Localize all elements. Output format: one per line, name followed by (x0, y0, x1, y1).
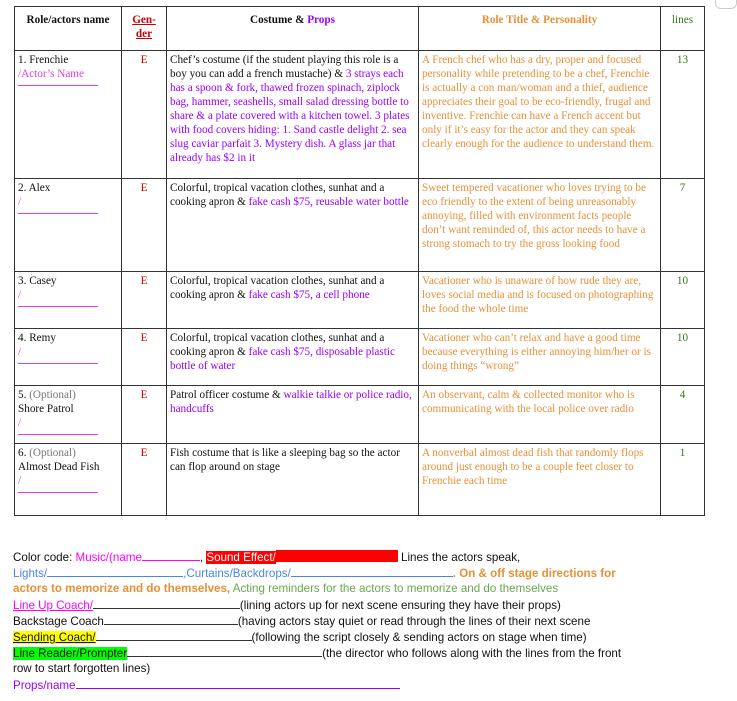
actor-name-field[interactable]: / (18, 416, 118, 435)
lines-cell: 10 (661, 329, 705, 386)
header-costume: Costume & Props (167, 7, 419, 51)
role-name: Shore Patrol (18, 403, 74, 415)
actor-name-field[interactable]: / (18, 195, 118, 214)
line-reader-label: Line Reader/Prompter (13, 647, 128, 661)
line-up-coach-label: Line Up Coach/ (13, 598, 93, 612)
role-number: 1. (18, 54, 27, 66)
role-optional: (Optional) (29, 389, 76, 401)
gender-cell: E (122, 444, 167, 516)
table-row (15, 51, 705, 179)
line-up-coach-desc: (lining actors up for next scene ensuring they have their props) (239, 598, 561, 612)
props-text: 3 strays each has a spoon & fork, thawed frozen spinach, ziplock bag, hammer, seashells, small salad dressing bottle to share & a plate covered with a kitchen towel. 3 plates with food covers hiding: 1. Sand castle delight 2. sea slug caviar parfait 3. Mystery dish. A glass jar that already has $2 in it (170, 68, 410, 164)
music-label: Music/(name (75, 551, 142, 564)
legend-line-5 (13, 613, 728, 629)
lines-cell: 4 (661, 386, 705, 444)
gender-cell: E (122, 386, 167, 444)
role-number: 3. (18, 275, 27, 287)
table-row (15, 179, 705, 272)
cast-table (14, 6, 705, 516)
backstage-coach-desc: (having actors stay quiet or read through the lines of their next scene (237, 614, 591, 628)
stage-directions-label: . On & off stage directions for (452, 567, 616, 581)
lines-cell: 13 (661, 51, 705, 179)
line-reader-desc: (the director who follows along with the lines from the front (322, 647, 622, 661)
backstage-coach-label: Backstage Coach (13, 614, 104, 628)
role-number: 6. (18, 447, 27, 459)
lines-cell: 10 (661, 272, 705, 329)
costume-text: Chef’s costume (if the student playing this role is a boy you can add a french mustache) & (170, 54, 399, 80)
lines-cell: 1 (661, 444, 705, 516)
line-reader-desc-2: row to start forgotten lines) (13, 662, 151, 676)
table-row (15, 272, 705, 329)
role-cell (15, 329, 122, 386)
costume-text: Colorful, tropical vacation clothes, sunhat and a cooking apron & (170, 275, 385, 301)
costume-cell (167, 179, 419, 272)
role-name: Casey (29, 275, 57, 287)
sound-effect-label: Sound Effect/ (206, 551, 276, 564)
personality-cell: A French chef who has a dry, proper and focused personality while pretending to be a chef, Frenchie is actually a con man/woman and a thief, audience appreciates their goal to be eco-friendly, frugal and inventive. Frenchie can have a French accent but only if it’s easy for the actor and they can speak clearly enough for the audience to understand them. (419, 51, 661, 179)
gender-cell: E (122, 51, 167, 179)
costume-cell (167, 51, 419, 179)
color-code-label: Color code: (13, 551, 73, 564)
role-number: 2. (18, 182, 27, 194)
props-text: fake cash $75, reusable water bottle (248, 196, 409, 208)
lights-label: Lights/ (13, 567, 48, 581)
legend-line-3 (13, 581, 728, 596)
legend-line-1: Color code: Music/(name , Sound Effect/ Lines the actors speak, (13, 551, 521, 564)
actor-name-field[interactable]: / (18, 345, 118, 364)
table-header-row (15, 7, 705, 51)
header-gender: Gen-der (122, 7, 167, 51)
role-cell (15, 179, 122, 272)
sending-coach-label: Sending Coach/ (13, 631, 96, 645)
role-cell (15, 272, 122, 329)
gender-cell: E (122, 272, 167, 329)
role-cell (15, 51, 122, 179)
page-corner-tab (715, 0, 737, 9)
personality-cell: A nonverbal almost dead fish that randomly flops around just enough to be a couple feet closer to Frenchie each time (419, 444, 661, 516)
role-name: Remy (29, 332, 56, 344)
legend-line-7 (13, 645, 728, 661)
table-row (15, 444, 705, 516)
role-name: Frenchie (29, 54, 69, 66)
actor-name-field[interactable]: / (18, 288, 118, 307)
role-optional: (Optional) (29, 447, 76, 459)
role-cell (15, 444, 122, 516)
costume-cell (167, 444, 419, 516)
role-cell (15, 386, 122, 444)
legend-line-8 (13, 661, 728, 676)
gender-cell: E (122, 329, 167, 386)
costume-text: Colorful, tropical vacation clothes, sunhat and a cooking apron & (170, 182, 385, 208)
lines-cell: 7 (661, 179, 705, 272)
stage-directions-label-2: actors to memorize and do themselves, (13, 582, 231, 596)
legend-line-2 (13, 565, 728, 581)
color-code-legend (13, 549, 728, 693)
gender-cell: E (122, 179, 167, 272)
legend-line-9 (13, 677, 728, 693)
costume-cell (167, 386, 419, 444)
role-number: 4. (18, 332, 27, 344)
acting-reminders-label: Acting reminders for the actors to memorize and do themselves (232, 582, 559, 596)
legend-line-6 (13, 629, 728, 645)
personality-cell: Sweet tempered vacationer who loves trying to be eco friendly to the extent of being unreasonably annoying, filled with environment facts people don’t want reminded of, this actor needs to have a strong stomach to try the gross looking food (419, 179, 661, 272)
header-title-personality: Role Title & Personality (419, 7, 661, 51)
costume-cell (167, 272, 419, 329)
personality-cell: Vacationer who can’t relax and have a good time because everything is either annoying him/her or is doing things “wrong” (419, 329, 661, 386)
role-name: Alex (28, 182, 51, 194)
props-name-label: Props/name (13, 678, 76, 692)
costume-cell (167, 329, 419, 386)
props-text: fake cash $75, disposable plastic bottle of water (170, 346, 395, 372)
actor-name-field[interactable]: /Actor’s Name (18, 67, 118, 86)
header-lines: lines (661, 7, 705, 51)
costume-text: Colorful, tropical vacation clothes, sunhat and a cooking apron & (170, 332, 385, 358)
header-role: Role/actors name (15, 7, 122, 51)
sending-coach-desc: (following the script closely & sending actors on stage when time) (251, 631, 587, 645)
costume-text: Fish costume that is like a sleeping bag so the actor can flop around on stage (170, 447, 400, 473)
personality-cell: An observant, calm & collected monitor who is communicating with the local police over radio (419, 386, 661, 444)
props-text: fake cash $75, a cell phone (248, 289, 370, 301)
actor-name-field[interactable]: / (18, 474, 118, 493)
legend-line-4 (13, 597, 728, 613)
table-row (15, 329, 705, 386)
costume-text: Patrol officer costume & (170, 389, 284, 401)
table-row (15, 386, 705, 444)
props-text: walkie talkie or police radio, handcuffs (170, 389, 412, 415)
curtains-label: ,Curtains/Backdrops/ (183, 567, 291, 581)
role-name: Almost Dead Fish (18, 461, 100, 473)
role-number: 5. (18, 389, 27, 401)
lines-spoken-label: Lines the actors speak, (401, 551, 521, 564)
personality-cell: Vacationer who is unaware of how rude they are, loves social media and is focused on photographing the food the whole time (419, 272, 661, 329)
